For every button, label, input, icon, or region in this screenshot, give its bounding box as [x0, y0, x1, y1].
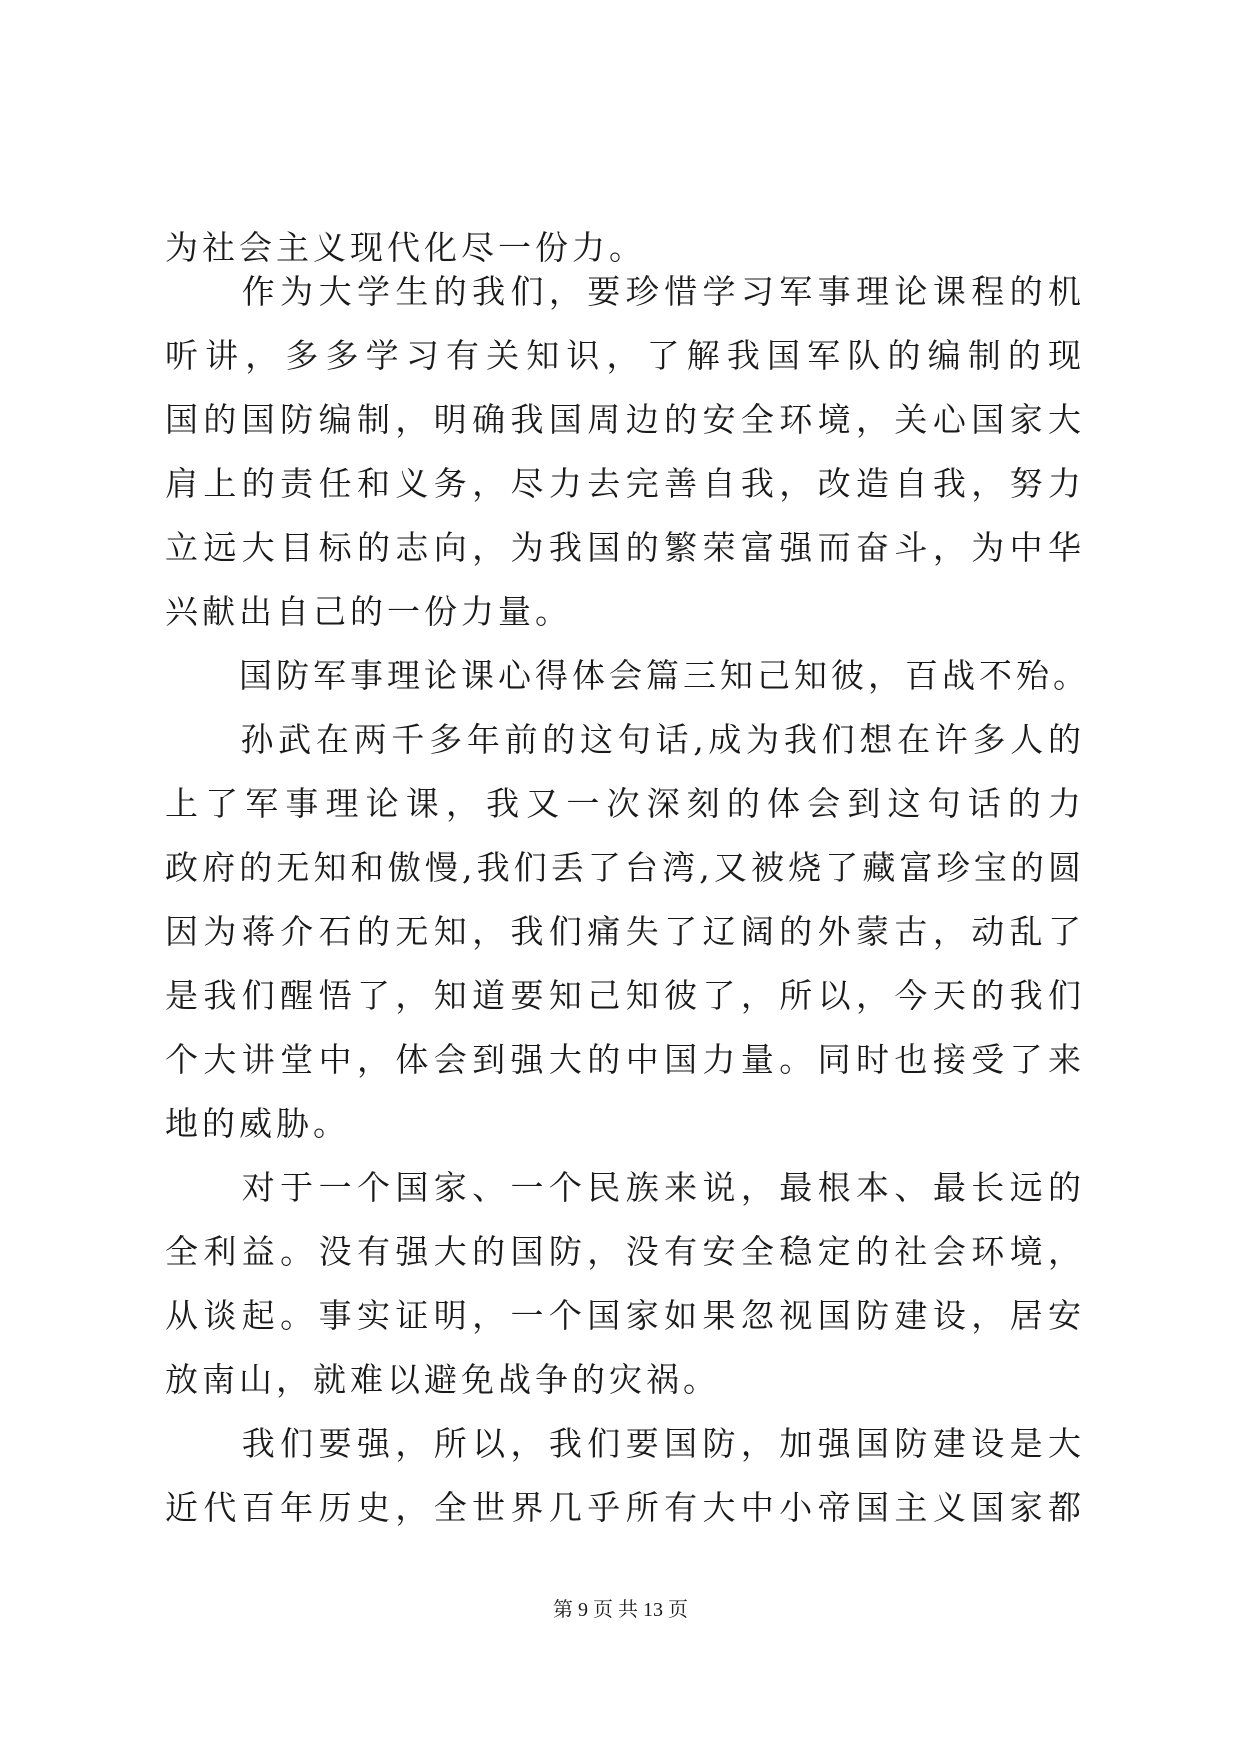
- text-line: 近代百年历史，全世界几乎所有大中小帝国主义国家都: [165, 1488, 1085, 1527]
- text-line: 地的威胁。: [165, 1104, 350, 1143]
- text-line: 对于一个国家、一个民族来说，最根本、最长远的: [241, 1168, 1085, 1207]
- text-line: 国防军事理论课心得体会篇三知己知彼，百战不殆。: [165, 656, 1090, 695]
- text-line: 国的国防编制，明确我国周边的安全环境，关心国家大: [165, 400, 1085, 439]
- text-line: 上了军事理论课，我又一次深刻的体会到这句话的力: [165, 784, 1085, 823]
- text-line: 因为蒋介石的无知，我们痛失了辽阔的外蒙古，动乱了: [165, 912, 1085, 951]
- text-line: 政府的无知和傲慢,我们丢了台湾,又被烧了藏富珍宝的圆: [165, 848, 1085, 887]
- text-line: 听讲，多多学习有关知识，了解我国军队的编制的现: [165, 336, 1085, 375]
- text-line: 全利益。没有强大的国防，没有安全稳定的社会环境，: [165, 1232, 1085, 1271]
- text-line: 肩上的责任和义务，尽力去完善自我，改造自我，努力: [165, 464, 1085, 503]
- text-line: 作为大学生的我们，要珍惜学习军事理论课程的机: [241, 272, 1085, 311]
- text-line: 兴献出自己的一份力量。: [165, 592, 572, 631]
- text-line: 立远大目标的志向，为我国的繁荣富强而奋斗，为中华: [165, 528, 1085, 567]
- text-line: 放南山，就难以避免战争的灾祸。: [165, 1360, 720, 1399]
- text-line: 我们要强，所以，我们要国防，加强国防建设是大: [241, 1424, 1085, 1463]
- text-line: 是我们醒悟了，知道要知己知彼了，所以，今天的我们: [165, 976, 1085, 1015]
- text-line: 孙武在两千多年前的这句话,成为我们想在许多人的: [240, 720, 1085, 759]
- text-line: 个大讲堂中，体会到强大的中国力量。同时也接受了来: [165, 1040, 1085, 1079]
- text-line: 为社会主义现代化尽一份力。: [165, 228, 646, 267]
- page-number-footer: 第 9 页 共 13 页: [553, 1599, 688, 1621]
- text-line: 从谈起。事实证明，一个国家如果忽视国防建设，居安: [165, 1296, 1085, 1335]
